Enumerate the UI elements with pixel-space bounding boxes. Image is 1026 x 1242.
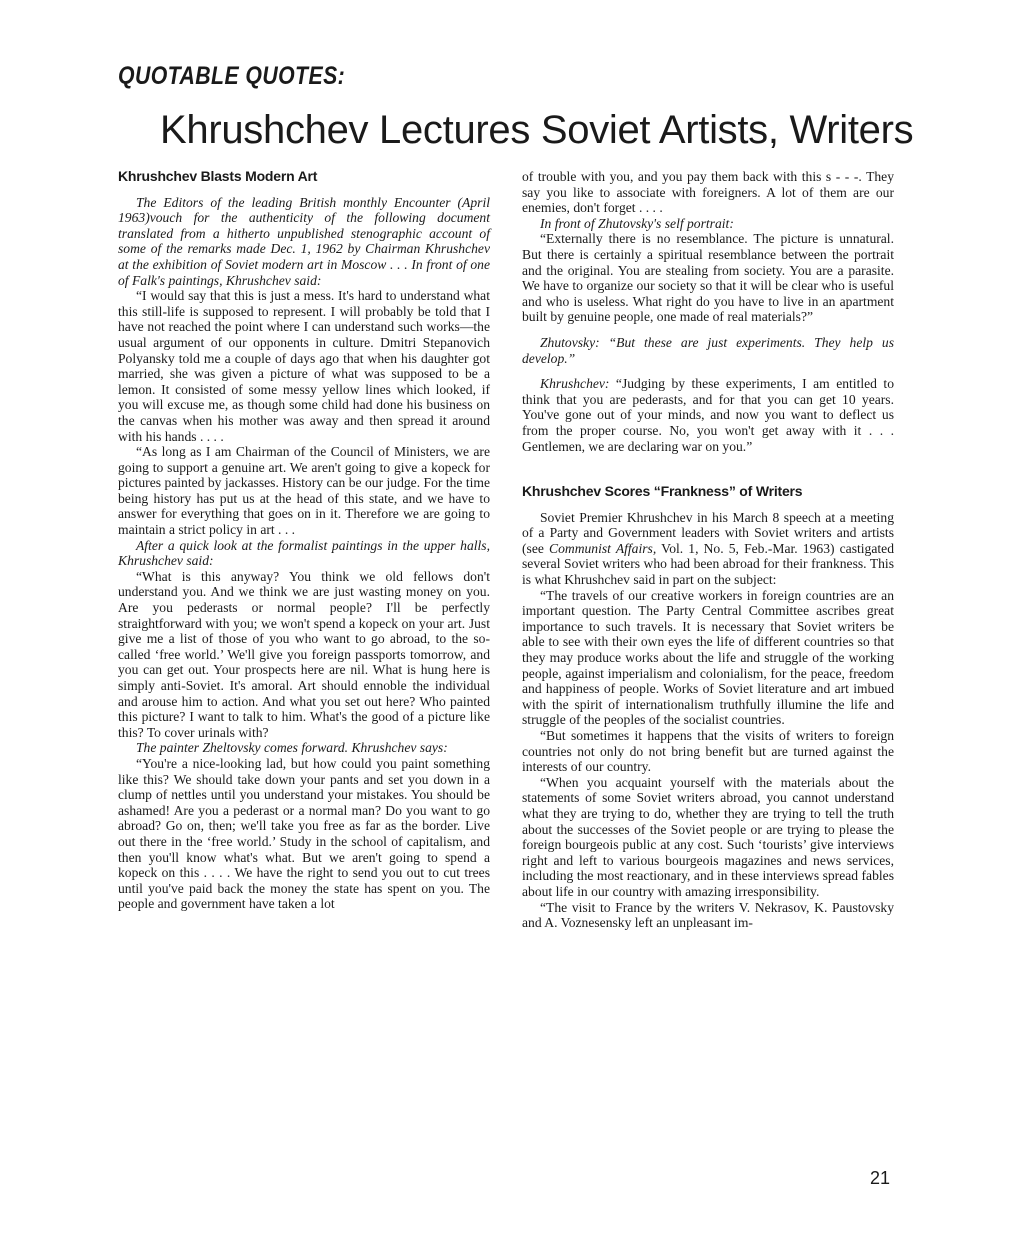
paragraph: “The visit to France by the writers V. Nekrasov, K. Paustovsky and A. Voznesensky left an unpleasant im- <box>522 899 894 931</box>
page-title: Khrushchev Lectures Soviet Artists, Writers <box>160 108 914 152</box>
kicker: QUOTABLE QUOTES: <box>118 62 346 90</box>
paragraph: of trouble with you, and you pay them back with this s - - -. They say you like to associate with foreigners. A lot of them are our enemies, don't forget . . . . <box>522 169 894 216</box>
page-number: 21 <box>870 1168 891 1188</box>
left-column <box>118 169 490 912</box>
paragraph-text: “Judging by these experiments, I am entitled to think that you are pederasts, and for that you can get 10 years. You've gone out of your minds, and now you want to deflect us from the proper course. No, you won't get away with it . . . Gentlemen, we are declaring war on you.” <box>522 376 894 454</box>
paragraph: “When you acquaint yourself with the materials about the statements of some Soviet writers abroad, you cannot understand what they are trying to do, whether they are trying to tell the truth about the successes of the Soviet people or are trying to please the foreign bourgeois public at any cost. Such ‘tourists’ give interviews right and left to various bourgeois magazines and news services, including the most reactionary, and in these interviews spread fables about life in our country with amazing irresponsibility. <box>522 774 894 899</box>
paragraph <box>522 376 894 454</box>
right-column <box>522 169 894 931</box>
paragraph <box>522 510 894 588</box>
stage-direction: After a quick look at the formalist paintings in the upper halls, Khrushchev said: <box>118 537 490 569</box>
speaker-label: Khrushchev: <box>540 376 610 392</box>
stage-direction: The painter Zheltovsky comes forward. Khrushchev says: <box>136 740 448 756</box>
zhutovsky-reply: Zhutovsky: “But these are just experiments. They help us develop.” <box>522 334 894 366</box>
section-heading-modern-art: Khrushchev Blasts Modern Art <box>118 168 318 184</box>
citation-title: Communist Affairs, <box>549 540 657 556</box>
paragraph-text: Vol. 1, No. 5, Feb.-Mar. 1963) castigated several Soviet writers who had been abroad for their frankness. This is what Khrushchev said in part on the subject: <box>522 540 894 588</box>
paragraph: “The travels of our creative workers in foreign countries are an important question. The Party Central Committee ascribes great importance to such travels. It is necessary that Soviet writers be able to see with their own eyes the life of different countries so that they may produce works about the life and struggle of the working people, against imperialism and colonialism, for the peace, freedom and happiness of people. Works of Soviet literature and art imbued with the spirit of internationalism truthfully illumine the life and struggle of the peoples of the socialist countries. <box>522 587 894 728</box>
paragraph: “Externally there is no resemblance. The picture is unnatural. But there is certainly a spiritual resemblance between the portrait and the original. You are stealing from society. You are a parasite. We have to organize our society so that it will be clear who is useful and who is useless. What right do you have to live in an apartment built by genuine people, one made of real materials?” <box>522 231 894 325</box>
section-heading-frankness: Khrushchev Scores “Frankness” of Writers <box>522 483 803 500</box>
paragraph: “But sometimes it happens that the visits of writers to foreign countries not only do not bring benefit but are turned against the interests of our country. <box>522 728 894 775</box>
paragraph: “As long as I am Chairman of the Council of Ministers, we are going to support a genuine art. We aren't going to give a kopeck for pictures painted by jackasses. History can be our judge. For the time being history has put us at the head of this state, and we have to answer for everything that goes on in it. Therefore we are going to maintain a strict policy in art . . . <box>118 444 490 538</box>
paragraph: “You're a nice-looking lad, but how could you paint something like this? We should take down your pants and set you down in a clump of nettles until you understand your mistakes. You should be ashamed! Are you a pederast or a normal man? Do you want to go abroad? Go on, then; we'll take you free as far as the border. Live out there in the ‘free world.’ Study in the school of capitalism, and then you'll know what's what. But we aren't going to spend a kopeck on this . . . . We have the right to send you out to cut trees until you've paid back the money the state has spent on you. The people and government have taken a lot <box>118 755 490 912</box>
paragraph: “I would say that this is just a mess. It's hard to understand what this still-life is supposed to represent. I will probably be told that I have not reached the point where I can understand such works—the usual argument of our opponents in culture. Dmitri Stepanovich Polyansky told me a couple of days ago that when his daughter got married, she was given a picture of what was supposed to be a lemon. It consisted of some messy yellow lines which looked, if you will excuse me, as though some child had done his business on the canvas when his mother was away and then spread it around with his hands . . . . <box>118 288 490 444</box>
paragraph: “What is this anyway? You think we old fellows don't understand you. And we think we are just wasting money on you. Are you pederasts or normal people? I'll be perfectly straightforward with you; we won't spend a kopeck on your art. Just give me a list of those of you who want to go abroad, to the so-called ‘free world.’ We'll give you foreign passports tomorrow, and you can get out. Your prospects here are nil. What is hung here is simply anti-Soviet. It's amoral. Art should ennoble the individual and arouse him to action. And what you set out here? Who painted this picture? I want to talk to him. What's the good of a picture like this? To cover urinals with? <box>118 568 490 740</box>
editor-intro: The Editors of the leading British monthly Encounter (April 1963)vouch for the authenticity of the following document translated from a hitherto unpublished stenographic account of some of the remarks made Dec. 1, 1962 by Chairman Khrushchev at the exhibition of Soviet modern art in Moscow . . . In front of one of Falk's paintings, Khrushchev said: <box>118 194 490 288</box>
stage-direction: In front of Zhutovsky's self portrait: <box>540 215 734 231</box>
paragraph-text: Soviet Premier Khrushchev in his March 8 speech at a meeting of a Party and Government leaders with Soviet writers and artists (see <box>522 509 894 556</box>
